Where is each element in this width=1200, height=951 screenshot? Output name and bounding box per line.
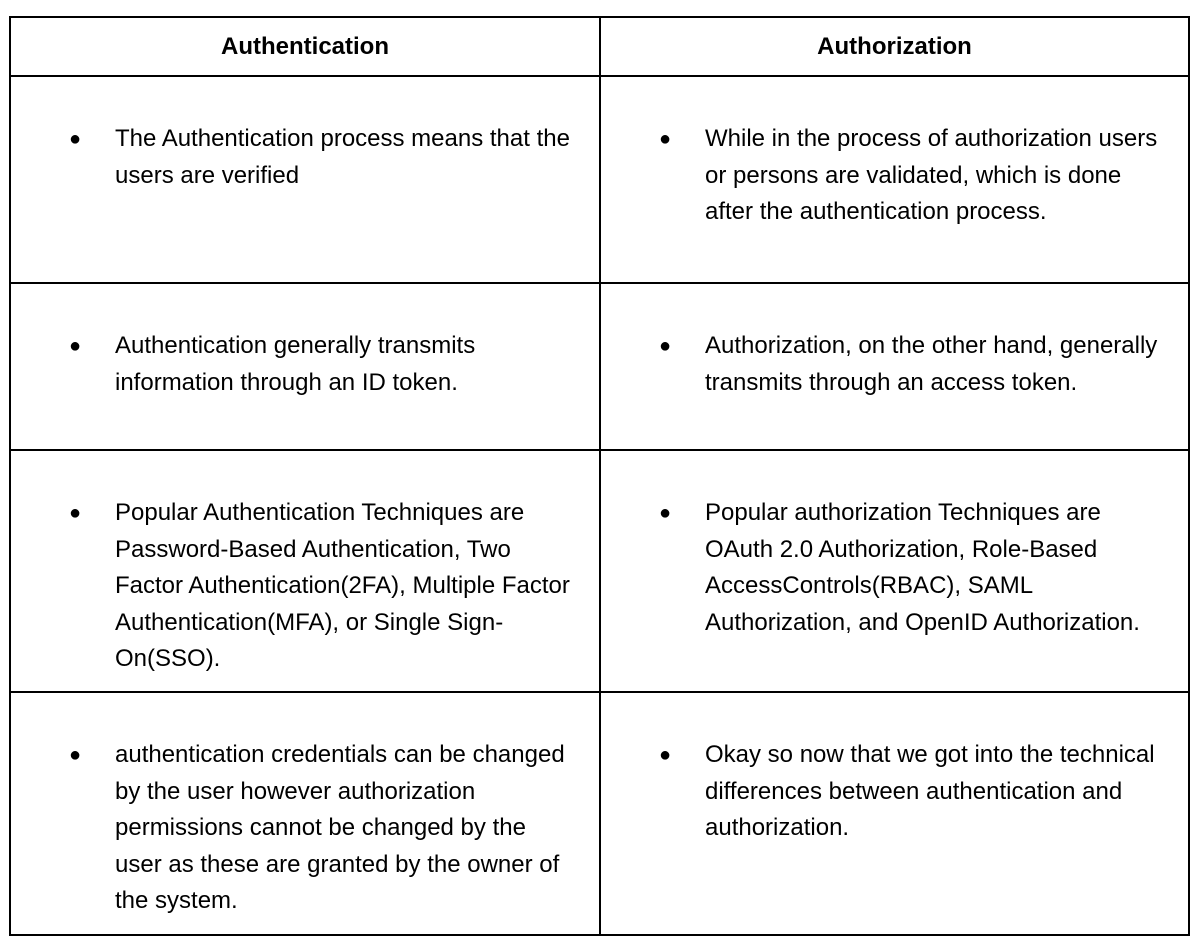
- cell-text: Popular Authentication Techniques are Password-Based Authentication, Two Factor Authentication(2FA), Multiple Factor Authentication(MFA), or Single Sign-On(SSO).: [115, 499, 570, 673]
- table-cell: [601, 284, 1188, 401]
- cell-text: Authorization, on the other hand, generally transmits through an access token.: [705, 332, 1158, 396]
- table-cell: [601, 77, 1188, 231]
- cell-text: Okay so now that we got into the technical differences between authentication and authorization.: [705, 741, 1155, 842]
- header-authentication: Authentication: [10, 17, 600, 76]
- cell-text: The Authentication process means that the users are verified: [115, 125, 570, 189]
- table-cell: [11, 284, 599, 401]
- bullet-icon: ●: [69, 128, 82, 150]
- cell-text: authentication credentials can be changed by the user however authorization permissions cannot be changed by the user as these are granted by the owner of the system.: [115, 741, 565, 915]
- cell-text: Authentication generally transmits information through an ID token.: [115, 332, 476, 396]
- table-row: [10, 450, 1189, 692]
- cell-text: While in the process of authorization users or persons are validated, which is done after the authentication process.: [705, 125, 1158, 226]
- table-row: [10, 283, 1189, 450]
- header-authorization: Authorization: [600, 17, 1189, 76]
- bullet-icon: ●: [69, 335, 82, 357]
- table-row: [10, 76, 1189, 283]
- table-cell: [11, 77, 599, 194]
- cell-text: Popular authorization Techniques are OAuth 2.0 Authorization, Role-Based AccessControls(RBAC), SAML Authorization, and OpenID Authorization.: [705, 499, 1140, 636]
- bullet-icon: ●: [659, 128, 672, 150]
- bullet-icon: ●: [659, 335, 672, 357]
- bullet-icon: ●: [69, 744, 82, 766]
- table-row: [10, 692, 1189, 935]
- table-cell: [11, 693, 599, 920]
- table-cell: [601, 693, 1188, 847]
- bullet-icon: ●: [659, 502, 672, 524]
- table-cell: [11, 451, 599, 678]
- header-row: [10, 17, 1189, 76]
- bullet-icon: ●: [69, 502, 82, 524]
- comparison-table: [9, 16, 1190, 936]
- bullet-icon: ●: [659, 744, 672, 766]
- table-cell: [601, 451, 1188, 641]
